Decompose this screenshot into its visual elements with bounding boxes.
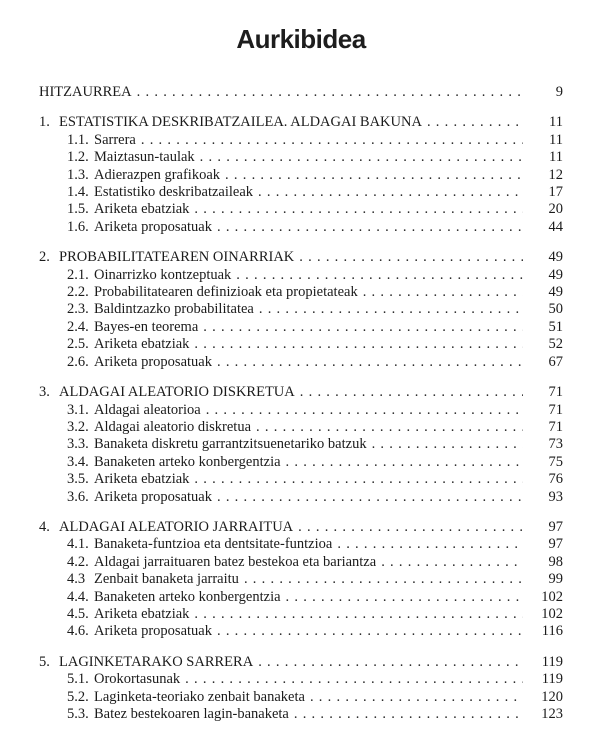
page-title: Aurkibidea [236, 24, 366, 54]
toc-entry-section [39, 536, 563, 553]
entry-page: 97 [548, 518, 563, 535]
entry-page: 102 [541, 588, 563, 605]
entry-number: 3.3. [67, 436, 89, 453]
entry-title: Orokortasunak [94, 671, 181, 688]
entry-title: Laginketa-teoriako zenbait banaketa [94, 688, 305, 705]
entry-page: 12 [548, 166, 563, 183]
entry-number: 2.2. [67, 284, 89, 301]
dot-leader [298, 519, 523, 536]
dot-leader [225, 167, 523, 184]
entry-title: PROBABILITATEAREN OINARRIAK [59, 249, 295, 266]
toc-entry-section [39, 454, 563, 471]
entry-title: Probabilitatearen definizioak eta propietateak [94, 284, 358, 301]
entry-title: Batez bestekoaren lagin-banaketa [94, 706, 289, 722]
entry-number: 4.3 [67, 571, 86, 588]
toc-entry-section [39, 284, 563, 301]
dot-leader [258, 654, 523, 671]
chapter-block [39, 519, 563, 641]
dot-leader [194, 336, 523, 353]
entry-number: 3.4. [67, 453, 89, 470]
entry-number: 2.6. [67, 353, 89, 370]
entry-number: 4.2. [67, 553, 89, 570]
toc-entry-section [39, 689, 563, 706]
dot-leader [244, 571, 523, 588]
entry-title: Aldagai jarraituaren batez bestekoa eta bariantza [94, 553, 377, 570]
entry-page: 75 [548, 453, 563, 470]
entry-number: 3.5. [67, 471, 89, 488]
dot-leader [363, 284, 523, 301]
entry-number: 3. [39, 384, 50, 401]
dot-leader [217, 219, 523, 236]
dot-leader [300, 384, 523, 401]
dot-leader [286, 454, 523, 471]
entry-number: 1.2. [67, 149, 89, 166]
dot-leader [258, 184, 523, 201]
dot-leader [381, 554, 523, 571]
entry-title: Maiztasun-taulak [94, 149, 195, 166]
entry-number: 1.1. [67, 131, 89, 148]
entry-title: Adierazpen grafikoak [94, 166, 221, 183]
toc-entry-section [39, 671, 563, 688]
entry-number: 3.1. [67, 401, 89, 418]
toc-entry-chapter [39, 654, 563, 671]
entry-page: 49 [548, 266, 563, 283]
entry-page: 97 [548, 536, 563, 553]
toc-entry-section [39, 489, 563, 506]
dot-leader [200, 149, 523, 166]
toc-entry-section [39, 201, 563, 218]
entry-page: 44 [548, 218, 563, 235]
entry-number: 2.4. [67, 318, 89, 335]
entry-page: 11 [549, 131, 563, 148]
entry-number: 5. [39, 653, 50, 670]
entry-number: 2. [39, 249, 50, 266]
toc-entry-section [39, 706, 563, 723]
dot-leader [194, 201, 523, 218]
entry-number: 2.5. [67, 336, 89, 353]
entry-title: LAGINKETARAKO SARRERA [59, 653, 254, 670]
dot-leader [206, 402, 523, 419]
entry-number: 5.3. [67, 706, 89, 722]
entry-page: 17 [548, 184, 563, 201]
entry-number: 5.2. [67, 688, 89, 705]
entry-title: ESTATISTIKA DESKRIBATZAILEA. ALDAGAI BAKUNA [59, 114, 422, 131]
dot-leader [141, 132, 523, 149]
entry-page: 67 [548, 353, 563, 370]
entry-title: Banaketen arteko konbergentzia [94, 453, 281, 470]
entry-page: 20 [548, 201, 563, 218]
entry-page: 71 [548, 384, 563, 401]
toc-entry-section [39, 336, 563, 353]
entry-number: 1. [39, 114, 50, 131]
entry-title: Ariketa proposatuak [94, 218, 212, 235]
toc-entry-section [39, 132, 563, 149]
entry-number: 3.6. [67, 488, 89, 505]
entry-number: 4.4. [67, 588, 89, 605]
entry-page: 116 [541, 623, 563, 640]
entry-title: Baldintzazko probabilitatea [94, 301, 254, 318]
toc-entry-section [39, 219, 563, 236]
entry-page: 11 [549, 149, 563, 166]
toc-entry-section [39, 301, 563, 318]
toc-entry-section [39, 354, 563, 371]
entry-page: 9 [555, 84, 563, 100]
entry-title: Estatistiko deskribatzaileak [94, 184, 254, 201]
entry-page: 93 [548, 488, 563, 505]
toc-entry-chapter [39, 519, 563, 536]
entry-number: 2.1. [67, 266, 89, 283]
entry-page: 52 [548, 336, 563, 353]
toc-list [39, 84, 563, 723]
toc-entry-section [39, 589, 563, 606]
entry-title: HITZAURREA [39, 84, 132, 100]
toc-entry-section [39, 419, 563, 436]
toc-entry-section [39, 402, 563, 419]
entry-page: 123 [541, 706, 563, 722]
entry-page: 120 [541, 688, 563, 705]
dot-leader [217, 623, 523, 640]
chapter-block [39, 114, 563, 236]
dot-leader [372, 436, 523, 453]
entry-number: 4.5. [67, 605, 89, 622]
chapter-block [39, 654, 563, 724]
dot-leader [256, 419, 523, 436]
entry-title: Ariketa ebatziak [94, 471, 190, 488]
entry-number: 5.1. [67, 671, 89, 688]
toc-entry-section [39, 471, 563, 488]
dot-leader [286, 589, 523, 606]
entry-page: 73 [548, 436, 563, 453]
dot-leader [259, 301, 523, 318]
toc-entry-chapter [39, 384, 563, 401]
dot-leader [217, 489, 523, 506]
dot-leader [137, 84, 523, 101]
toc-entry-front-matter [39, 84, 563, 101]
dot-leader [294, 706, 523, 723]
dot-leader [185, 671, 523, 688]
entry-number: 4.1. [67, 536, 89, 553]
entry-title: Aldagai aleatorioa [94, 401, 201, 418]
entry-page: 99 [548, 571, 563, 588]
toc-entry-chapter [39, 114, 563, 131]
entry-title: Ariketa proposatuak [94, 353, 212, 370]
entry-page: 50 [548, 301, 563, 318]
chapter-block [39, 249, 563, 371]
entry-page: 51 [548, 318, 563, 335]
toc-entry-section [39, 571, 563, 588]
entry-number: 3.2. [67, 418, 89, 435]
chapter-block [39, 384, 563, 506]
entry-page: 76 [548, 471, 563, 488]
toc-entry-chapter [39, 249, 563, 266]
entry-title: Banaketen arteko konbergentzia [94, 588, 281, 605]
entry-title: Aldagai aleatorio diskretua [94, 418, 252, 435]
dot-leader [310, 689, 523, 706]
entry-number: 1.4. [67, 184, 89, 201]
toc-entry-section [39, 436, 563, 453]
entry-page: 49 [548, 284, 563, 301]
entry-page: 119 [541, 653, 563, 670]
entry-number: 1.3. [67, 166, 89, 183]
toc-entry-section [39, 319, 563, 336]
entry-page: 119 [541, 671, 563, 688]
toc-entry-section [39, 623, 563, 640]
entry-title: Sarrera [94, 131, 136, 148]
entry-number: 4. [39, 518, 50, 535]
toc-entry-section [39, 606, 563, 623]
entry-number: 4.6. [67, 623, 89, 640]
entry-page: 71 [548, 418, 563, 435]
entry-title: Banaketa-funtzioa eta dentsitate-funtzioa [94, 536, 333, 553]
entry-title: Banaketa diskretu garrantzitsuenetariko batzuk [94, 436, 367, 453]
entry-title: Ariketa ebatziak [94, 605, 190, 622]
dot-leader [236, 267, 523, 284]
entry-title: Ariketa proposatuak [94, 488, 212, 505]
entry-title: ALDAGAI ALEATORIO JARRAITUA [59, 518, 294, 535]
entry-number: 1.5. [67, 201, 89, 218]
dot-leader [217, 354, 523, 371]
entry-title: Ariketa ebatziak [94, 201, 190, 218]
dot-leader [203, 319, 523, 336]
entry-title: Bayes-en teorema [94, 318, 199, 335]
entry-title: ALDAGAI ALEATORIO DISKRETUA [59, 384, 295, 401]
entry-title: Zenbait banaketa jarraitu [94, 571, 239, 588]
dot-leader [194, 606, 523, 623]
entry-number: 2.3. [67, 301, 89, 318]
entry-title: Ariketa proposatuak [94, 623, 212, 640]
entry-page: 49 [548, 249, 563, 266]
entry-title: Oinarrizko kontzeptuak [94, 266, 232, 283]
dot-leader [427, 114, 523, 131]
entry-title: Ariketa ebatziak [94, 336, 190, 353]
toc-entry-section [39, 149, 563, 166]
entry-page: 11 [549, 114, 563, 131]
dot-leader [299, 249, 523, 266]
entry-page: 71 [548, 401, 563, 418]
entry-page: 102 [541, 605, 563, 622]
toc-entry-section [39, 184, 563, 201]
toc-entry-section [39, 167, 563, 184]
entry-page: 98 [548, 553, 563, 570]
toc-entry-section [39, 267, 563, 284]
entry-number: 1.6. [67, 218, 89, 235]
dot-leader [337, 536, 523, 553]
dot-leader [194, 471, 523, 488]
toc-entry-section [39, 554, 563, 571]
